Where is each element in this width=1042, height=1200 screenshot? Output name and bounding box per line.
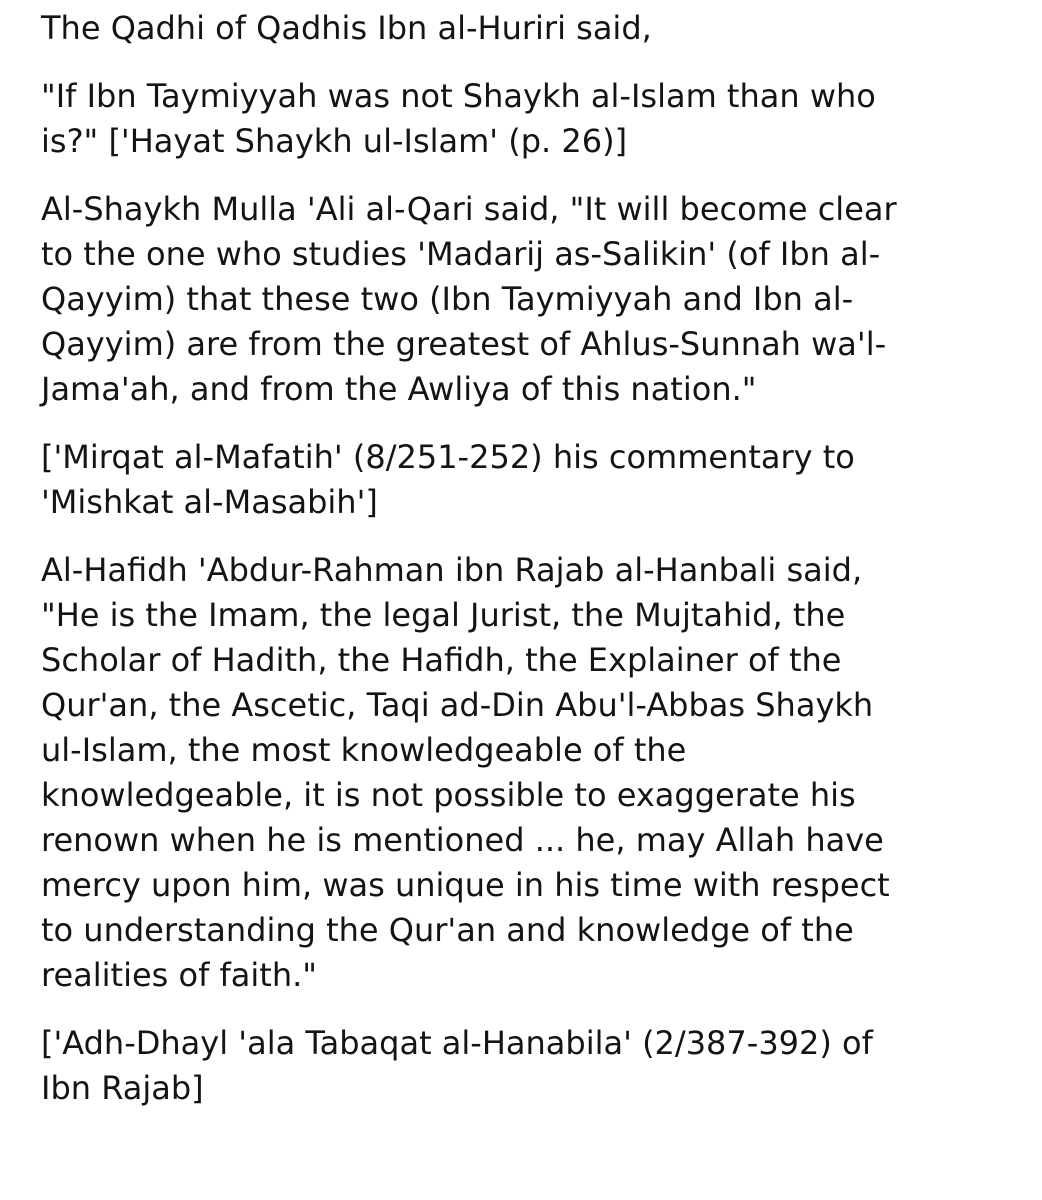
text-line: 'Mishkat al-Masabih'] [41, 483, 378, 521]
text-line: Qayyim) are from the greatest of Ahlus-Sunnah wa'l- [41, 325, 887, 363]
text-line: renown when he is mentioned ... he, may Allah have [41, 821, 884, 859]
text-line: Jama'ah, and from the Awliya of this nation." [41, 370, 757, 408]
paragraph-gap [41, 164, 1016, 187]
paragraph-gap [41, 51, 1016, 74]
text-line: mercy upon him, was unique in his time with respect [41, 866, 890, 904]
text-line: realities of faith." [41, 956, 317, 994]
text-line: "If Ibn Taymiyyah was not Shaykh al-Islam than who [41, 77, 876, 115]
text-line: Al-Shaykh Mulla 'Ali al-Qari said, "It will become clear [41, 190, 897, 228]
text-line: is?" ['Hayat Shaykh ul-Islam' (p. 26)] [41, 122, 628, 160]
paragraph-ibn-rajab-citation [41, 1021, 1016, 1111]
paragraph-ibn-rajab-quote [41, 548, 1016, 998]
paragraph-huriri-quote [41, 74, 1016, 164]
paragraph-gap [41, 525, 1016, 548]
text-line: to the one who studies 'Madarij as-Salikin' (of Ibn al- [41, 235, 881, 273]
note-body[interactable] [41, 6, 1016, 1111]
text-line: Scholar of Hadith, the Hafidh, the Explainer of the [41, 641, 842, 679]
text-line: ul-Islam, the most knowledgeable of the [41, 731, 687, 769]
paragraph-qari-citation [41, 435, 1016, 525]
text-line: Al-Hafidh 'Abdur-Rahman ibn Rajab al-Hanbali said, [41, 551, 863, 589]
paragraph-gap [41, 998, 1016, 1021]
text-line: "He is the Imam, the legal Jurist, the Mujtahid, the [41, 596, 846, 634]
text-line: Qur'an, the Ascetic, Taqi ad-Din Abu'l-Abbas Shaykh [41, 686, 874, 724]
text-line: to understanding the Qur'an and knowledge of the [41, 911, 854, 949]
paragraph-huriri-intro [41, 6, 1016, 51]
text-line: ['Mirqat al-Mafatih' (8/251-252) his commentary to [41, 438, 855, 476]
text-line: The Qadhi of Qadhis Ibn al-Huriri said, [41, 9, 652, 47]
text-line: Qayyim) that these two (Ibn Taymiyyah and Ibn al- [41, 280, 854, 318]
text-line: knowledgeable, it is not possible to exaggerate his [41, 776, 856, 814]
text-line: ['Adh-Dhayl 'ala Tabaqat al-Hanabila' (2/387-392) of [41, 1024, 873, 1062]
paragraph-gap [41, 412, 1016, 435]
paragraph-qari-quote [41, 187, 1016, 412]
text-line: Ibn Rajab] [41, 1069, 204, 1107]
